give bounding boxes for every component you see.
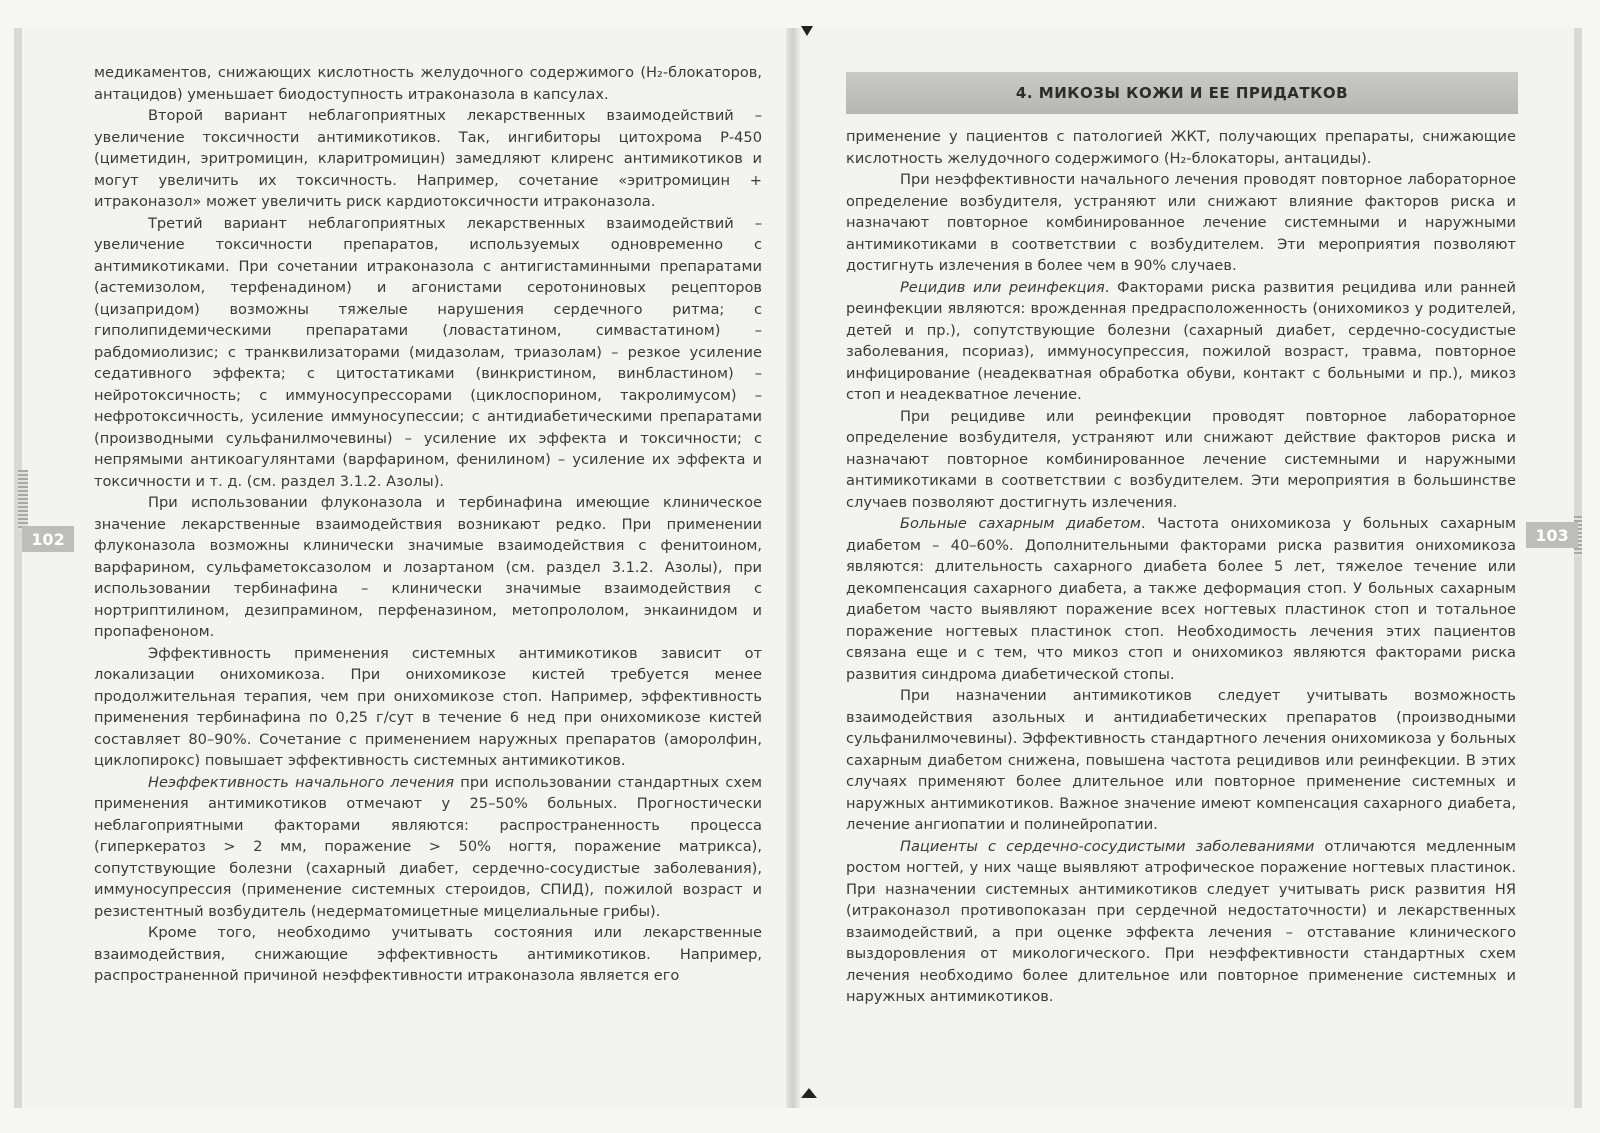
italic-lead: Рецидив или реинфекция [900,278,1105,296]
italic-lead: Пациенты с сердечно-сосудистыми заболеваниями [900,837,1315,855]
paragraph: При использовании флуконазола и тербинафина имеющие клиническое значение лекарственные взаимодействия возникают редко. При применении флуконазола возможны клинически значимые взаимодействия с фенитоином, варфарином, сульфаметоксазолом и лозартаном (см. раздел 3.1.2. Азолы), при использовании тербинафина – клинически значимые взаимодействия с нортриптилином, дезипрамином, перфеназином, метопрололом, энкаинидом и пропафеноном. [94,494,762,640]
italic-lead: Неэффективность начального лечения [148,773,455,791]
chapter-header [846,72,1518,114]
paragraph: медикаментов, снижающих кислотность желудочного содержимого (Н₂-блокаторов, антацидов) уменьшает биодоступность итраконазола в капсулах. [94,64,762,103]
right-page-text [846,126,1516,1008]
paragraph [846,513,1516,685]
paragraph: Кроме того, необходимо учитывать состояния или лекарственные взаимодействия, снижающие эффективность антимикотиков. Например, распространенной причиной неэффективности итраконазола является его [94,924,762,984]
italic-lead: Больные сахарным диабетом [900,515,1141,532]
corner-mark-top [801,26,813,36]
paragraph-body: при использовании стандартных схем применения антимикотиков отмечают у 25–50% больных. Прогностически неблагоприятными факторами являются: распространенность процесса (гиперкератоз > 2 мм, поражение > 50% ногтя, поражение матрикса), сопутствующие болезни (сахарный диабет, сердечно-сосудистые заболевания), иммуносупрессия (применение системных стероидов, СПИД), пожилой возраст и резистентный возбудитель (недерматомицетные мицелиальные грибы). [94,773,763,920]
chapter-title: 4. МИКОЗЫ КОЖИ И ЕЕ ПРИДАТКОВ [1015,84,1349,102]
paragraph: При неэффективности начального лечения проводят повторное лабораторное определение возбудителя, устраняют или снижают влияние факторов риска и назначают повторное комбинированное лечение системными и наружными антимикотиками в соответствии с возбудителем. Эти мероприятия позволяют достигнуть излечения в более чем в 90% случаев. [846,171,1516,274]
page-edge-left [18,470,28,530]
paragraph [94,772,762,923]
paragraph: применение у пациентов с патологией ЖКТ, получающих препараты, снижающие кислотность желудочного содержимого (Н₂-блокаторы, антациды). [846,128,1516,167]
paragraph: Третий вариант неблагоприятных лекарственных взаимодействий – увеличение токсичности препаратов, используемых одновременно с антимикотиками. При сочетании итраконазола с антигистаминными препаратами (астемизолом, терфенадином) и агонистами серотониновых рецепторов (цизапридом) возможны тяжелые нарушения сердечного ритма; с гиполипидемическими препаратами (ловастатином, симвастатином) – рабдомиолизис; с транквилизаторами (мидазолам, триазолам) – резкое усиление седативного эффекта; с цитостатиками (винкристином, винбластином) – нейротоксичность; с иммуносупрессорами (циклоспорином, такролимусом) – нефротоксичность, усиление иммуносупессии; с антидиабетическими препаратами (производными сульфанилмочевины) – усиление их эффекта и токсичности; с непрямыми антикоагулянтами (варфарином, фенилином) – усиление их эффекта и токсичности и т. д. (см. раздел 3.1.2. Азолы). [94,214,762,490]
paragraph-body: . Факторами риска развития рецидива или ранней реинфекции являются: врожденная предрасположенность (онихомикоз у родителей, детей и пр.), сопутствующие болезни (сахарный диабет, сердечно-сосудистые заболевания, псориаз), иммуносупрессия, пожилой возраст, травма, повторное инфицирование (неадекватная обработка обуви, контакт с больными и пр.), микоз стоп и неадекватное лечение. [846,278,1516,403]
paragraph-body: отличаются медленным ростом ногтей, у них чаще выявляют атрофическое поражение ногтевых пластинок. При назначении системных антимикотиков следует учитывать риск развития НЯ (итраконазол противопоказан при сердечной недостаточности) и лекарственных взаимодействий, а при оценке эффекта лечения – отставание клинического выздоровления от микологического. При неэффективности стандартных схем лечения необходимо более длительное или повторное применение системных и наружных антимикотиков. [846,837,1516,1005]
book-gutter [786,28,800,1108]
page-number-left: 102 [22,526,74,552]
paragraph: Второй вариант неблагоприятных лекарственных взаимодействий – увеличение токсичности антимикотиков. Так, ингибиторы цитохрома Р-450 (циметидин, эритромицин, кларитромицин) замедляют клиренс антимикотиков и могут увеличить их токсичность. Например, сочетание «эритромицин + итраконазол» может увеличить риск кардиотоксичности итраконазола. [94,107,762,210]
page-number-right: 103 [1526,522,1578,548]
paragraph [846,836,1516,1008]
paragraph: При назначении антимикотиков следует учитывать возможность взаимодействия азольных и антидиабетических препаратов (производными сульфанилмочевины). Эффективность стандартного лечения онихомикоза у больных сахарным диабетом снижена, повышена частота рецидивов или реинфекции. В этих случаях применяют более длительное или повторное применение системных и наружных антимикотиков. Важное значение имеют компенсация сахарного диабета, лечение ангиопатии и полинейропатии. [846,687,1516,833]
paragraph-body: . Частота онихомикоза у больных сахарным диабетом – 40–60%. Дополнительными факторами риска развития онихомикоза являются: длительность сахарного диабета более 5 лет, тяжелое течение или декомпенсация сахарного диабета, а также деформация стоп. У больных сахарным диабетом часто выявляют поражение всех ногтевых пластинок стоп и тотальное поражение ногтевых пластинок стоп. Необходимость лечения этих пациентов связана еще и с тем, что микоз стоп и онихомикоз являются факторами риска развития синдрома диабетической стопы. [846,515,1517,683]
corner-mark-bottom [801,1088,817,1098]
paragraph: При рецидиве или реинфекции проводят повторное лабораторное определение возбудителя, устраняют или снижают действие факторов риска и назначают повторное комбинированное лечение системными и наружными антимикотиками в соответствии с возбудителем. Эти мероприятия в большинстве случаев позволяют достигнуть излечения. [846,407,1516,511]
paragraph: Эффективность применения системных антимикотиков зависит от локализации онихомикоза. При онихомикозе кистей требуется менее продолжительная терапия, чем при онихомикозе стоп. Например, эффективность применения тербинафина по 0,25 г/сут в течение 6 нед при онихомикозе кистей составляет 80–90%. Сочетание с применением наружных препаратов (аморолфин, циклопирокс) повышает эффективность системных антимикотиков. [94,644,762,769]
left-page-text [94,62,762,987]
paragraph [846,277,1516,406]
